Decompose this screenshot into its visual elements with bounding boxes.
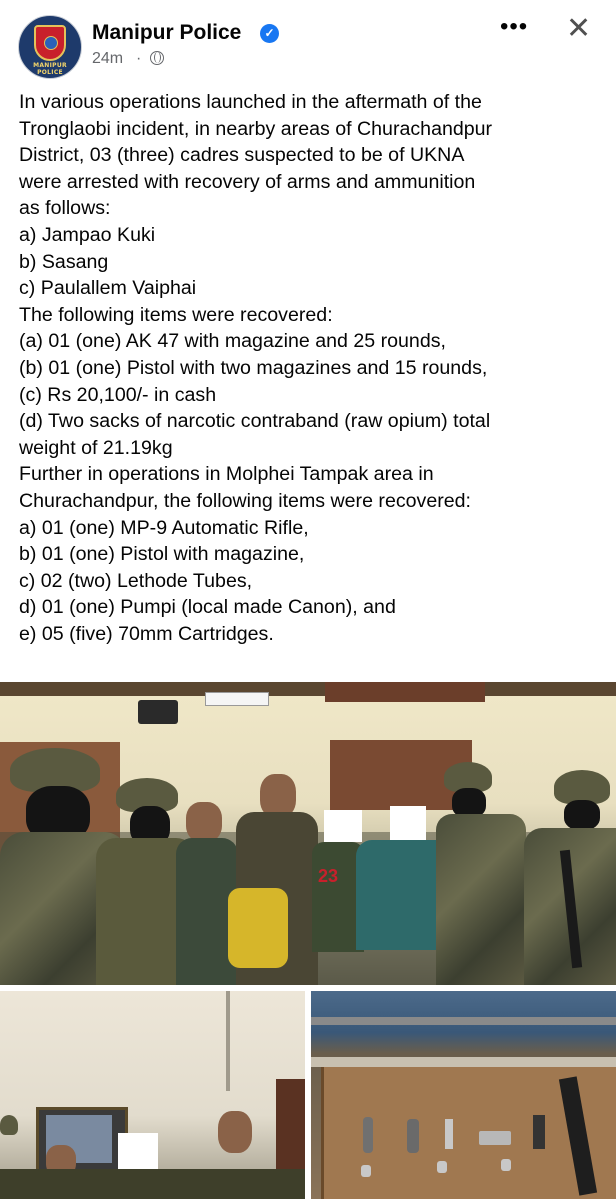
post-text-line: Tronglaobi incident, in nearby areas of Churachandpur <box>19 117 493 140</box>
post-text-line: (b) 01 (one) Pistol with two magazines and 15 rounds, <box>19 356 488 379</box>
post-photo-room[interactable] <box>0 991 305 1199</box>
post-text-line: a) 01 (one) MP-9 Automatic Rifle, <box>19 516 309 539</box>
post-text-line: (a) 01 (one) AK 47 with magazine and 25 rounds, <box>19 330 446 353</box>
post-text-line: In various operations launched in the aftermath of the <box>19 91 482 113</box>
post-header <box>0 0 616 84</box>
switchboard <box>205 692 269 706</box>
post-photo-weapons[interactable] <box>311 991 616 1199</box>
post-text-line: c) Paulallem Vaiphai <box>19 277 197 300</box>
cartridge <box>363 1117 373 1153</box>
soldier-right <box>436 814 526 985</box>
censored-face <box>390 806 426 840</box>
table-edge <box>311 1057 616 1067</box>
ledge <box>311 1017 616 1025</box>
wall-pipe <box>226 991 230 1091</box>
logo-text: MANIPUR POLICE <box>33 62 67 76</box>
cartridge <box>445 1119 453 1149</box>
more-options-button[interactable]: ••• <box>500 13 529 40</box>
jersey-number: 23 <box>318 866 339 886</box>
verified-badge-icon: ✓ <box>260 24 279 43</box>
post-text-line: (c) Rs 20,100/- in cash <box>19 383 217 406</box>
post-photo-group[interactable] <box>0 682 616 985</box>
uniform-row <box>0 1169 305 1199</box>
post-text-line: b) 01 (one) Pistol with magazine, <box>19 543 305 566</box>
globe-icon <box>150 51 164 65</box>
post-text-line: were arrested with recovery of arms and ammunition <box>19 170 476 193</box>
ceiling-beam <box>0 682 616 696</box>
page-name[interactable]: Manipur Police <box>92 21 242 44</box>
face <box>186 802 222 842</box>
close-button[interactable]: ✕ <box>566 11 592 46</box>
face <box>218 1111 252 1153</box>
post-text-line: a) Jampao Kuki <box>19 223 156 246</box>
post-text-line: Further in operations in Molphei Tampak area in <box>19 463 434 486</box>
post-text-line: (d) Two sacks of narcotic contraband (raw opium) total <box>19 410 491 433</box>
window-frame <box>325 682 485 702</box>
yellow-sack <box>228 888 288 968</box>
round <box>501 1159 511 1171</box>
police-emblem-icon <box>34 25 66 61</box>
post-text-line: The following items were recovered: <box>19 303 333 326</box>
magazine <box>533 1115 545 1149</box>
post-time[interactable]: 24m <box>92 50 124 67</box>
round <box>361 1165 371 1177</box>
pistol <box>479 1131 511 1145</box>
helmet <box>554 770 610 804</box>
meta-separator: · <box>136 50 142 67</box>
page-avatar[interactable] <box>18 15 82 79</box>
helmet <box>0 1115 18 1135</box>
face-mask <box>564 800 600 830</box>
post-text-line: weight of 21.19kg <box>19 436 173 459</box>
post-text-line: c) 02 (two) Lethode Tubes, <box>19 569 253 592</box>
post-text <box>19 89 605 647</box>
post-text-line: as follows: <box>19 197 111 220</box>
cartridge <box>407 1119 419 1153</box>
post-text-line: District, 03 (three) cadres suspected to be of UKNA <box>19 144 465 167</box>
post-text-line: e) 05 (five) 70mm Cartridges. <box>19 622 274 645</box>
censored-face <box>324 810 362 842</box>
wall-speaker <box>138 700 178 724</box>
post-text-line: d) 01 (one) Pumpi (local made Canon), and <box>19 596 396 619</box>
post-text-line: b) Sasang <box>19 250 109 273</box>
post-text-line: Churachandpur, the following items were recovered: <box>19 489 471 512</box>
round <box>437 1161 447 1173</box>
